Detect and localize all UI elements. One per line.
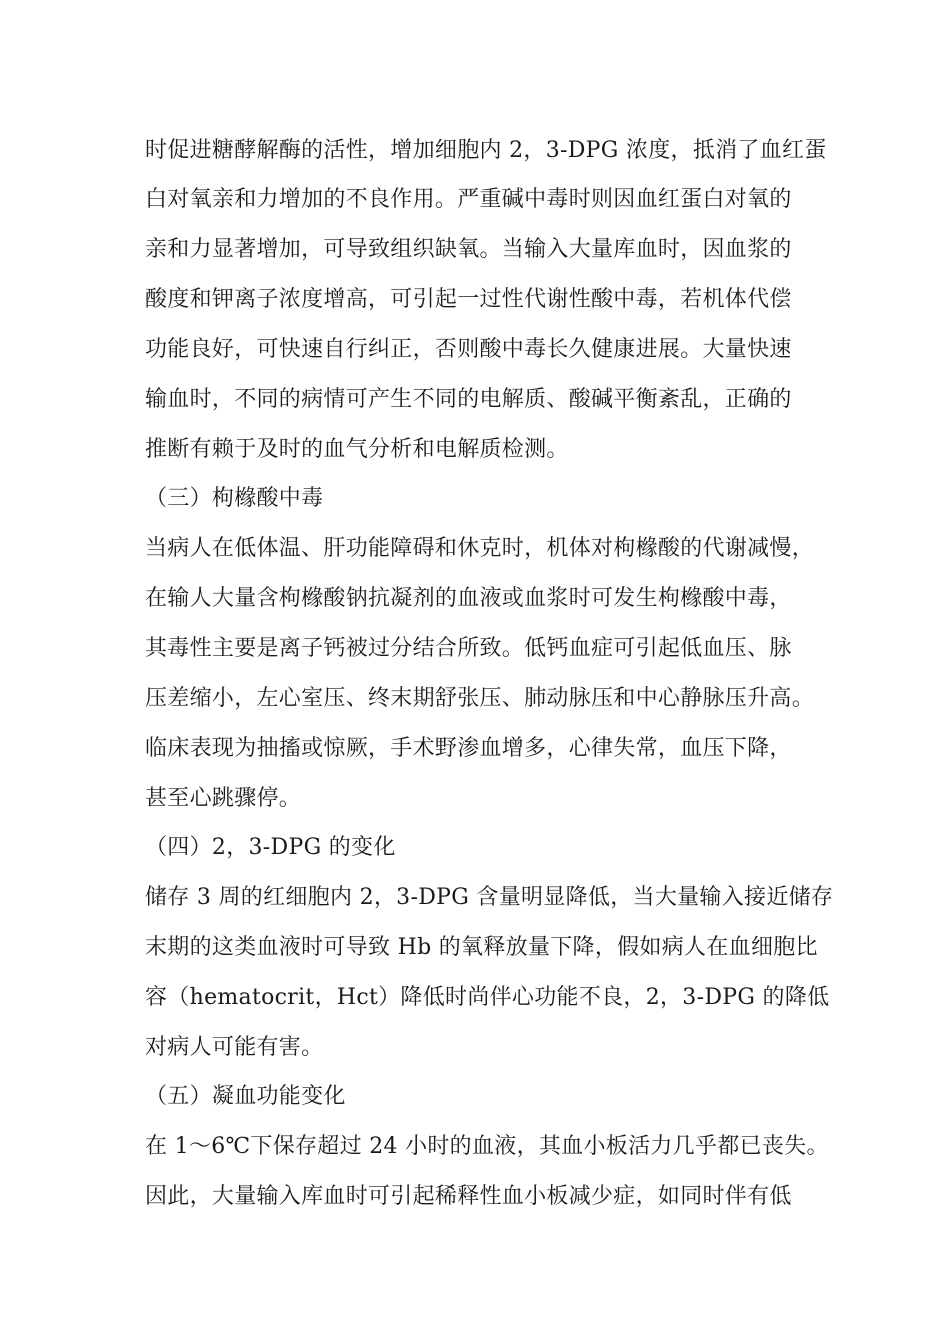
text-line-5: 功能良好，可快速自行纠正，否则酸中毒长久健康进展。大量快速: [145, 337, 792, 362]
text-line-16: 储存 3 周的红细胞内 2，3-DPG 含量明显降低，当大量输入接近储存: [145, 885, 834, 910]
text-line-7: 推断有赖于及时的血气分析和电解质检测。: [145, 437, 569, 462]
text-line-17: 末期的这类血液时可导致 Hb 的氧释放量下降，假如病人在血细胞比: [145, 935, 818, 960]
text-line-19: 对病人可能有害。: [145, 1035, 324, 1060]
text-line-18: 容（hematocrit，Hct）降低时尚伴心功能不良，2，3-DPG 的降低: [145, 985, 830, 1010]
section-heading-3: （三）枸橼酸中毒: [145, 486, 324, 511]
text-line-6: 输血时，不同的病情可产生不同的电解质、酸碱平衡紊乱，正确的: [145, 387, 792, 412]
text-line-14: 甚至心跳骤停。: [145, 786, 302, 811]
text-line-2: 白对氧亲和力增加的不良作用。严重碱中毒时则因血红蛋白对氧的: [145, 187, 792, 212]
text-line-10: 在输人大量含枸橼酸钠抗凝剂的血液或血浆时可发生枸橼酸中毒，: [145, 586, 792, 611]
text-line-3: 亲和力显著增加，可导致组织缺氧。当输入大量库血时，因血浆的: [145, 237, 792, 262]
text-line-9: 当病人在低体温、肝功能障碍和休克时，机体对枸橼酸的代谢减慢，: [145, 536, 815, 561]
text-line-13: 临床表现为抽搐或惊厥，手术野渗血增多，心律失常，血压下降，: [145, 736, 792, 761]
section-heading-5: （五）凝血功能变化: [145, 1084, 346, 1109]
text-line-21: 在 1～6℃下保存超过 24 小时的血液，其血小板活力几乎都已丧失。: [145, 1134, 829, 1159]
text-line-22: 因此，大量输入库血时可引起稀释性血小板减少症，如同时伴有低: [145, 1184, 792, 1209]
text-line-11: 其毒性主要是离子钙被过分结合所致。低钙血症可引起低血压、脉: [145, 636, 792, 661]
text-line-4: 酸度和钾离子浓度增高，可引起一过性代谢性酸中毒，若机体代偿: [145, 287, 792, 312]
text-line-12: 压差缩小，左心室压、终末期舒张压、肺动脉压和中心静脉压升高。: [145, 686, 815, 711]
text-line-1: 时促进糖酵解酶的活性，增加细胞内 2，3-DPG 浓度，抵消了血红蛋: [145, 138, 827, 163]
section-heading-4: （四）2，3-DPG 的变化: [145, 835, 396, 860]
